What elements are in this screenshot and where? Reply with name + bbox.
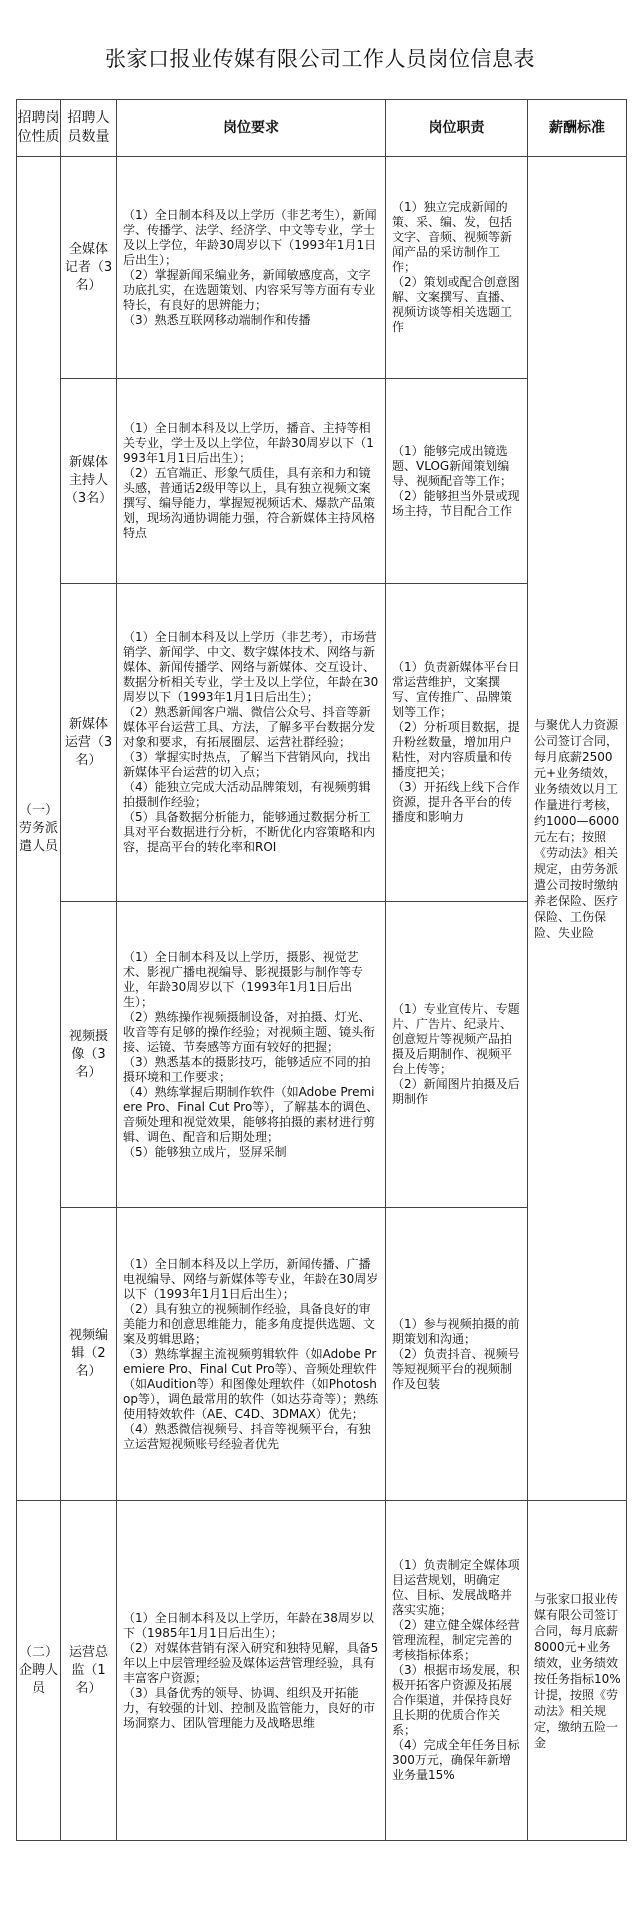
duty-item: （2）负责抖音、视频号等短视频平台的视频制作及包装 [392, 1346, 520, 1391]
position-cell: 新媒体主持人（3名） [61, 379, 117, 584]
duties-cell [386, 379, 528, 584]
table-row [17, 1501, 627, 1841]
duty-item: （1）专业宣传片、专题片、广告片、纪录片、创意短片等视频产品拍摄及后期制作、视频平台上传等； [392, 1002, 520, 1076]
requirements-cell [117, 1501, 386, 1841]
requirements-cell [117, 379, 386, 584]
requirement-item: （1）全日制本科及以上学历，摄影、视觉艺术、影视广播电视编导、影视摄影与制作等专业，年龄30周岁以下（1993年1月1日后出生）； [123, 949, 364, 1009]
requirement-item: （3）熟练掌握主流视频剪辑软件（如Adobe Premiere Pro、Final Cut Pro等）、音频处理软件（如Audition等）和图像处理软件（如Photoshop等），调色最常用的软件（如达芬奇等）；熟练使用特效软件（AE、C4D、3DMAX）优先； [123, 1346, 378, 1421]
duty-item: （2）新闻图片拍摄及后期制作 [392, 1077, 520, 1106]
position-cell: 全媒体记者（3名） [61, 157, 117, 379]
requirement-item: （3）具备优秀的领导、协调、组织及开拓能力，有较强的计划、控制及监管能力，良好的市场洞察力、团队管理能力及战略思维 [123, 1685, 376, 1730]
table-header-row [17, 100, 627, 157]
requirement-item: （4）能独立完成大活动品牌策划，有视频剪辑拍摄制作经验； [123, 780, 371, 809]
header-position: 招聘人员数量 [61, 100, 117, 157]
duty-item: （1）参与视频拍摄的前期策划和沟通； [392, 1316, 520, 1346]
position-cell: 视频摄像（3名） [61, 902, 117, 1208]
header-nature: 招聘岗位性质 [17, 100, 61, 157]
requirements-cell [117, 1208, 386, 1501]
position-cell: 新媒体运营（3名） [61, 584, 117, 902]
table-row [17, 157, 627, 379]
header-duties: 岗位职责 [386, 100, 528, 157]
duty-item: （1）负责制定全媒体项目运营规划，明确定位、目标、发展战略并落实实施； [392, 1558, 520, 1617]
salary-cell-dispatch: 与聚优人力资源公司签订合同，每月底薪2500元+业务绩效，业务绩效以月工作量进行考核，约1000—6000元左右；按照《劳动法》相关规定，由劳务派遣公司按时缴纳养老保险、医疗保险、工伤保险、失业险 [528, 157, 627, 1501]
duty-item: （3）根据市场发展，积极开拓客户资源及拓展合作渠道，并保持良好且长期的优质合作关系； [392, 1663, 520, 1737]
requirement-item: （3）熟悉互联网移动端制作和传播 [123, 312, 311, 327]
requirement-item: （1）全日制本科及以上学历（非艺考生），新闻学、传播学、法学、经济学、中文等专业，学士及以上学位，年龄30周岁以下（1993年1月1日后出生）； [123, 207, 377, 267]
duties-cell [386, 1208, 528, 1501]
nature-cell-enterprise: （二）企聘人员 [17, 1501, 61, 1841]
position-info-table [16, 99, 627, 1841]
requirement-item: （1）全日制本科及以上学历（非艺考），市场营销学、新闻学、中文、数字媒体技术、网络与新媒体、新闻传播学、网络与新媒体、交互设计、数据分析相关专业，学士及以上学位，年龄在30周岁以下（1993年1月1日后出生）； [123, 630, 379, 704]
requirements-cell [117, 902, 386, 1208]
duties-cell [386, 902, 528, 1208]
duty-item: （2）策划或配合创意图解、文案撰写、直播、视频访谈等相关选题工作 [392, 275, 520, 334]
duty-item: （2）分析项目数据，提升粉丝数量，增加用户粘性，对内容质量和传播度把关； [392, 720, 520, 779]
requirement-item: （1）全日制本科及以上学历，播音、主持等相关专业，学士及以上学位，年龄30周岁以下（1993年1月1日后出生）； [123, 421, 374, 465]
duty-item: （2）建立健全媒体经营管理流程，制定完善的考核指标体系； [392, 1618, 520, 1662]
requirement-item: （2）对媒体营销有深入研究和独特见解，具备5年以上中层管理经验及媒体运营管理经验，具有丰富客户资源； [123, 1640, 379, 1685]
position-cell: 运营总监（1名） [61, 1501, 117, 1841]
duty-item: （3）开拓线上线下合作资源，提升各平台的传播度和影响力 [392, 780, 520, 824]
duty-item: （1）负责新媒体平台日常运营维护，文案撰写、宣传推广、品牌策划等工作； [392, 660, 520, 719]
requirement-item: （4）熟悉微信视频号、抖音等视频平台，有独立运营短视频账号经验者优先 [123, 1421, 371, 1451]
requirement-item: （2）熟悉新闻客户端、微信公众号、抖音等新媒体平台运营工具、方法，了解多平台数据分发对象和要求，有拓展圈层、运营社群经验； [123, 705, 376, 749]
nature-cell-dispatch: （一）劳务派遣人员 [17, 157, 61, 1501]
duty-item: （4）完成全年任务目标300万元，确保年新增业务量15% [392, 1738, 520, 1782]
requirements-cell [117, 157, 386, 379]
duty-item: （1）独立完成新闻的策、采、编、发，包括文字、音频、视频等新闻产品的采访制作工作； [392, 200, 513, 274]
requirement-item: （2）具有独立的视频制作经验，具备良好的审美能力和创意思维能力，能多角度提供选题、文案及剪辑思路； [123, 1301, 376, 1346]
requirement-item: （2）五官端正、形象气质佳，具有亲和力和镜头感，普通话2级甲等以上，具有独立视频文案撰写、编导能力，掌握短视频话术、爆款产品策划，现场沟通协调能力强，符合新媒体主持风格特点 [123, 466, 376, 540]
requirement-item: （5）能够独立成片，竖屏采制 [123, 1144, 287, 1159]
requirement-item: （3）掌握实时热点，了解当下营销风向，找出新媒体平台运营的切入点； [123, 750, 371, 779]
header-salary: 薪酬标准 [528, 100, 627, 157]
requirement-item: （4）熟练掌握后期制作软件（如Adobe Premiere Pro、Final Cut Pro等），了解基本的调色、音频处理和视觉效果，能够将拍摄的素材进行剪辑、调色、配音和后期处理； [123, 1084, 379, 1144]
requirement-item: （2）掌握新闻采编业务，新闻敏感度高，文字功底扎实，在选题策划、内容采写等方面有专业特长，有良好的思辨能力； [123, 267, 376, 312]
requirement-item: （1）全日制本科及以上学历，年龄在38周岁以下（1985年1月1日后出生）； [123, 1610, 374, 1640]
requirement-item: （3）熟悉基本的摄影技巧，能够适应不同的拍摄环境和工作要求； [123, 1054, 371, 1084]
duties-cell [386, 157, 528, 379]
duties-cell [386, 1501, 528, 1841]
requirement-item: （5）具备数据分析能力，能够通过数据分析工具对平台数据进行分析，不断优化内容策略和内容，提高平台的转化率和ROI [123, 810, 376, 854]
duty-item: （1）能够完成出镜选题、VLOG新闻策划编导、视频配音等工作； [392, 443, 513, 488]
requirement-item: （2）熟练操作视频摄制设备，对拍摄、灯光、收音等有足够的操作经验；对视频主题、镜头衔接、运镜、节奏感等方面有较好的把握； [123, 1009, 376, 1054]
position-cell: 视频编辑（2名） [61, 1208, 117, 1501]
header-requirements: 岗位要求 [117, 100, 386, 157]
duty-item: （2）能够担当外景或现场主持，节目配合工作 [392, 488, 520, 518]
page-title: 张家口报业传媒有限公司工作人员岗位信息表 [105, 47, 535, 71]
duties-cell [386, 584, 528, 902]
salary-cell-enterprise: 与张家口报业传媒有限公司签订合同，每月底薪8000元+业务绩效，业务绩效按任务指标10%计提，按照《劳动法》相关规定，缴纳五险一金 [528, 1501, 627, 1841]
requirement-item: （1）全日制本科及以上学历，新闻传播、广播电视编导、网络与新媒体等专业，年龄在30周岁以下（1993年1月1日后出生）； [123, 1256, 379, 1301]
requirements-cell [117, 584, 386, 902]
